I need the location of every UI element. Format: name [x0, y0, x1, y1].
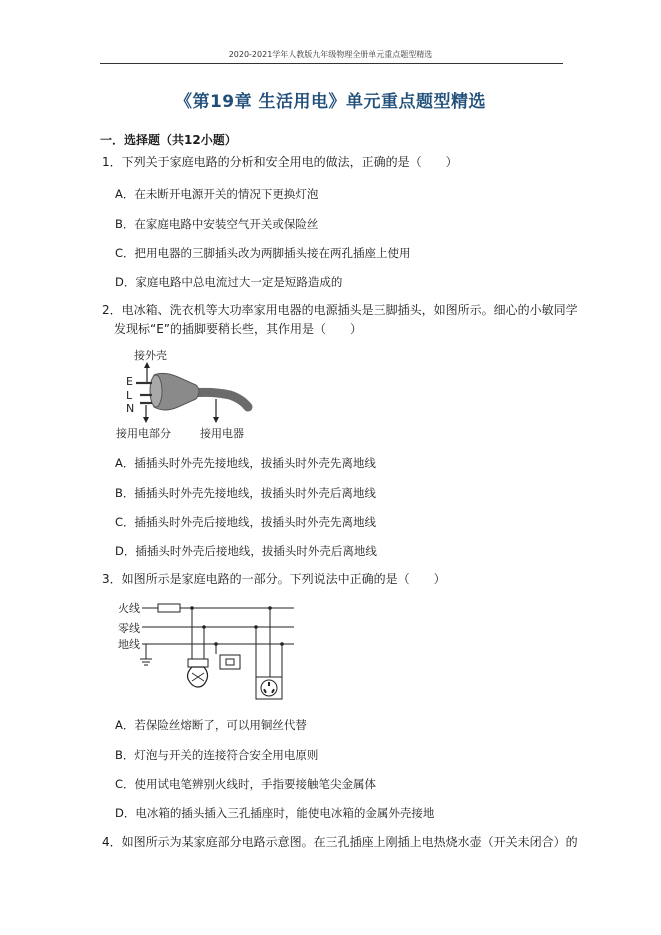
question-3-stem: 3．如图所示是家庭电路的一部分。下列说法中正确的是（ ） — [102, 572, 446, 586]
question-3-option-a: A．若保险丝熔断了，可以用铜丝代替 — [115, 718, 307, 732]
question-1-stem: 1．下列关于家庭电路的分析和安全用电的做法，正确的是（ ） — [102, 155, 458, 169]
document-title: 《第19章 生活用电》单元重点题型精选 — [174, 92, 487, 112]
question-3-option-d: D．电冰箱的插头插入三孔插座时，能使电冰箱的金属外壳接地 — [115, 806, 435, 820]
question-2-option-d: D．插插头时外壳后接地线，拔插头时外壳后离地线 — [115, 544, 377, 558]
question-1-option-d: D．家庭电路中总电流过大一定是短路造成的 — [115, 275, 343, 289]
live-wire-label: 火线 — [118, 602, 140, 615]
question-1-option-b: B．在家庭电路中安装空气开关或保险丝 — [115, 217, 319, 231]
question-2-stem-continued: 发现标“E”的插脚要稍长些，其作用是（ ） — [114, 322, 363, 336]
household-circuit-figure — [110, 597, 300, 705]
question-4-stem: 4．如图所示为某家庭部分电路示意图。在三孔插座上刚插上电热烧水壶（开关未闭合）的 — [102, 835, 578, 849]
label-electrical-part: 接用电部分 — [116, 427, 171, 440]
question-2-option-c: C．插插头时外壳后接地线，拔插头时外壳先离地线 — [115, 515, 377, 529]
question-1-option-a: A．在未断开电源开关的情况下更换灯泡 — [115, 187, 319, 201]
neutral-wire-label: 零线 — [118, 622, 140, 635]
pin-l-label: L — [126, 389, 133, 402]
pin-e-label: E — [126, 375, 133, 388]
fuse-icon — [158, 604, 180, 612]
question-2-option-b: B．插插头时外壳先接地线，拔插头时外壳后离地线 — [115, 486, 376, 500]
pin-n-label: N — [126, 402, 135, 415]
ground-wire-label: 地线 — [118, 638, 140, 651]
label-connect-shell: 接外壳 — [134, 349, 167, 362]
section-heading: 一．选择题（共12小题） — [100, 133, 237, 147]
question-2-option-a: A．插插头时外壳先接地线，拔插头时外壳先离地线 — [115, 456, 376, 470]
page-header: 2020-2021学年人教版九年级物理全册单元重点题型精选 — [228, 50, 433, 59]
question-3-option-b: B．灯泡与开关的连接符合安全用电原则 — [115, 748, 319, 762]
three-pin-plug-figure — [112, 345, 262, 443]
question-1-option-c: C．把用电器的三脚插头改为两脚插头接在两孔插座上使用 — [115, 246, 411, 260]
question-3-option-c: C．使用试电笔辨别火线时，手指要接触笔尖金属体 — [115, 777, 377, 791]
question-2-stem: 2．电冰箱、洗衣机等大功率家用电器的电源插头是三脚插头，如图所示。细心的小敏同学 — [102, 303, 578, 317]
label-appliance: 接用电器 — [200, 427, 244, 440]
header-divider — [100, 63, 563, 64]
